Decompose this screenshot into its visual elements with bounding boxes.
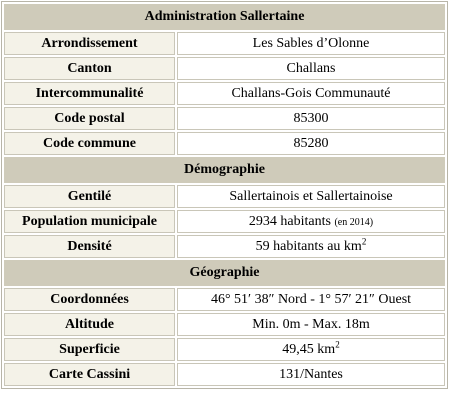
row-value: Sallertainois et Sallertainoise [177, 185, 445, 208]
row-value-density [177, 235, 445, 258]
row-label: Code postal [4, 107, 175, 130]
section-title: Géographie [4, 260, 445, 286]
table-row [4, 107, 445, 130]
table-row [4, 338, 445, 361]
row-label: Superficie [4, 338, 175, 361]
table-row [4, 57, 445, 80]
row-label: Population municipale [4, 210, 175, 233]
row-value: 46° 51′ 38″ Nord - 1° 57′ 21″ Ouest [177, 288, 445, 311]
population-value: 2934 habitants [248, 213, 331, 229]
superscript: 2 [335, 338, 340, 349]
section-header-geographie [4, 260, 445, 286]
section-title: Administration Sallertaine [4, 4, 445, 30]
table-row [4, 132, 445, 155]
row-value-area [177, 338, 445, 361]
section-header-demographie [4, 157, 445, 183]
population-year-note: (en 2014) [334, 216, 374, 228]
row-label: Carte Cassini [4, 363, 175, 386]
row-label: Arrondissement [4, 32, 175, 55]
table-row [4, 235, 445, 258]
row-value: Challans [177, 57, 445, 80]
row-label: Intercommunalité [4, 82, 175, 105]
row-value: 131/Nantes [177, 363, 445, 386]
row-value: Min. 0m - Max. 18m [177, 313, 445, 336]
row-value: 85280 [177, 132, 445, 155]
table-row [4, 363, 445, 386]
row-label: Altitude [4, 313, 175, 336]
section-header-administration [4, 4, 445, 30]
density-value: 59 habitants au km [255, 238, 362, 254]
table-row [4, 82, 445, 105]
superscript: 2 [361, 235, 367, 246]
row-value-population [177, 210, 445, 233]
row-value: 85300 [177, 107, 445, 130]
area-value: 49,45 km [282, 341, 336, 357]
row-label: Canton [4, 57, 175, 80]
row-value: Challans-Gois Communauté [177, 82, 445, 105]
table-row [4, 210, 445, 233]
table-row [4, 288, 445, 311]
table-row [4, 32, 445, 55]
row-label: Coordonnées [4, 288, 175, 311]
infobox-table [1, 1, 448, 389]
table-row [4, 185, 445, 208]
row-value: Les Sables d’Olonne [177, 32, 445, 55]
row-label: Code commune [4, 132, 175, 155]
row-label: Densité [4, 235, 175, 258]
table-row [4, 313, 445, 336]
row-label: Gentilé [4, 185, 175, 208]
section-title: Démographie [4, 157, 445, 183]
